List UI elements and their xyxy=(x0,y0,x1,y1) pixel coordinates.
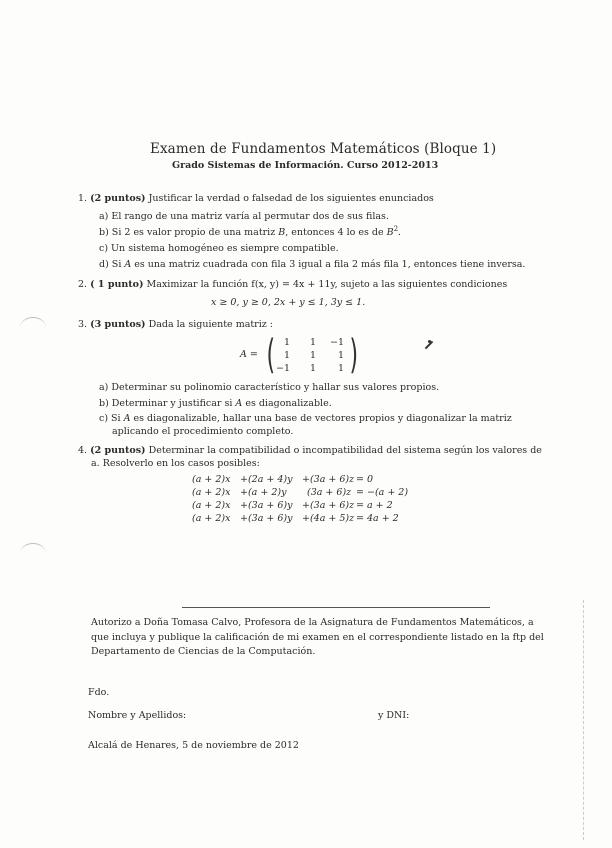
scan-edge-line xyxy=(583,600,585,840)
q1-item-d: d) Si A es una matriz cuadrada con fila 3 igual a fila 2 más fila 1, entonces tiene inversa. xyxy=(99,259,526,270)
q1-item-c: c) Un sistema homogéneo es siempre compatible. xyxy=(99,243,339,254)
q3-item-b: b) Determinar y justificar si A es diagonalizable. xyxy=(99,398,332,409)
matrix-cell: 1 xyxy=(337,363,344,374)
q2-conditions: x ≥ 0, y ≥ 0, 2x + y ≤ 1, 3y ≤ 1. xyxy=(211,297,366,308)
equation-row: (a + 2)x +(3a + 6)y +(3a + 6)z = a + 2 xyxy=(192,500,393,511)
authorization-line-2: que incluya y publique la calificación de mi examen en el correspondiente listado en la ftp del xyxy=(91,632,544,643)
question-2 xyxy=(78,279,507,290)
question-number: 3. xyxy=(78,319,88,330)
q3-item-c-cont: aplicando el procedimiento completo. xyxy=(112,426,294,437)
q1-item-b: b) Si 2 es valor propio de una matriz B, entonces 4 lo es de $B^2$. xyxy=(99,225,402,238)
authorization-line-1: Autorizo a Doña Tomasa Calvo, Profesora de la Asignatura de Fundamentos Matemáticos, a xyxy=(91,617,534,628)
pen-dot-icon xyxy=(428,340,431,343)
punch-hole-mark xyxy=(20,317,46,338)
question-text: Justificar la verdad o falsedad de los siguientes enunciados xyxy=(148,193,434,204)
question-text: Dada la siguiente matriz : xyxy=(148,319,273,330)
question-points: (3 puntos) xyxy=(90,319,146,330)
question-points: (2 puntos) xyxy=(90,193,146,204)
matrix-cell: 1 xyxy=(309,350,316,361)
question-text: Determinar la compatibilidad o incompatibilidad del sistema según los valores de xyxy=(148,445,542,456)
matrix-cell: 1 xyxy=(309,337,316,348)
question-text: Maximizar la función f(x, y) = 4x + 11y, sujeto a las siguientes condiciones xyxy=(146,279,508,290)
right-paren: ) xyxy=(349,332,359,378)
exam-title: Examen de Fundamentos Matemáticos (Bloque 1) xyxy=(150,141,497,157)
question-1 xyxy=(78,193,434,204)
q3-item-a: a) Determinar su polinomio característico y hallar sus valores propios. xyxy=(99,382,440,393)
question-4 xyxy=(78,445,542,456)
q1-item-a: a) El rango de una matriz varía al permutar dos de sus filas. xyxy=(99,211,389,222)
question-4-cont: a. Resolverlo en los casos posibles: xyxy=(91,458,260,469)
question-number: 4. xyxy=(78,445,88,456)
q3-item-c: c) Si A es diagonalizable, hallar una base de vectores propios y diagonalizar la matriz xyxy=(99,413,512,424)
matrix-cell: 1 xyxy=(283,337,290,348)
exam-subtitle: Grado Sistemas de Información. Curso 2012-2013 xyxy=(172,160,439,171)
question-points: (2 puntos) xyxy=(90,445,146,456)
date-line: Alcalá de Henares, 5 de noviembre de 2012 xyxy=(88,740,299,751)
equation-row: (a + 2)x +(2a + 4)y +(3a + 6)z = 0 xyxy=(192,474,374,485)
matrix-cell: 1 xyxy=(283,350,290,361)
dni-label: y DNI: xyxy=(378,710,410,721)
signature-label: Fdo. xyxy=(88,687,110,698)
matrix-label: A = xyxy=(240,349,258,360)
question-number: 1. xyxy=(78,193,88,204)
equation-system xyxy=(192,474,432,526)
matrix-cell: 1 xyxy=(337,350,344,361)
question-number: 2. xyxy=(78,279,88,290)
name-label: Nombre y Apellidos: xyxy=(88,710,187,721)
left-paren: ( xyxy=(266,332,276,378)
punch-hole-mark xyxy=(20,543,46,564)
question-3 xyxy=(78,319,273,330)
equation-row: (a + 2)x +(a + 2)y (3a + 6)z = −(a + 2) xyxy=(192,487,409,498)
question-points: ( 1 punto) xyxy=(90,279,144,290)
matrix-cell: −1 xyxy=(275,363,290,374)
matrix-cell: 1 xyxy=(309,363,316,374)
divider-line xyxy=(182,607,490,608)
matrix-cell: −1 xyxy=(329,337,344,348)
authorization-line-3: Departamento de Ciencias de la Computación. xyxy=(91,646,316,657)
equation-row: (a + 2)x +(3a + 6)y +(4a + 5)z = 4a + 2 xyxy=(192,513,399,524)
